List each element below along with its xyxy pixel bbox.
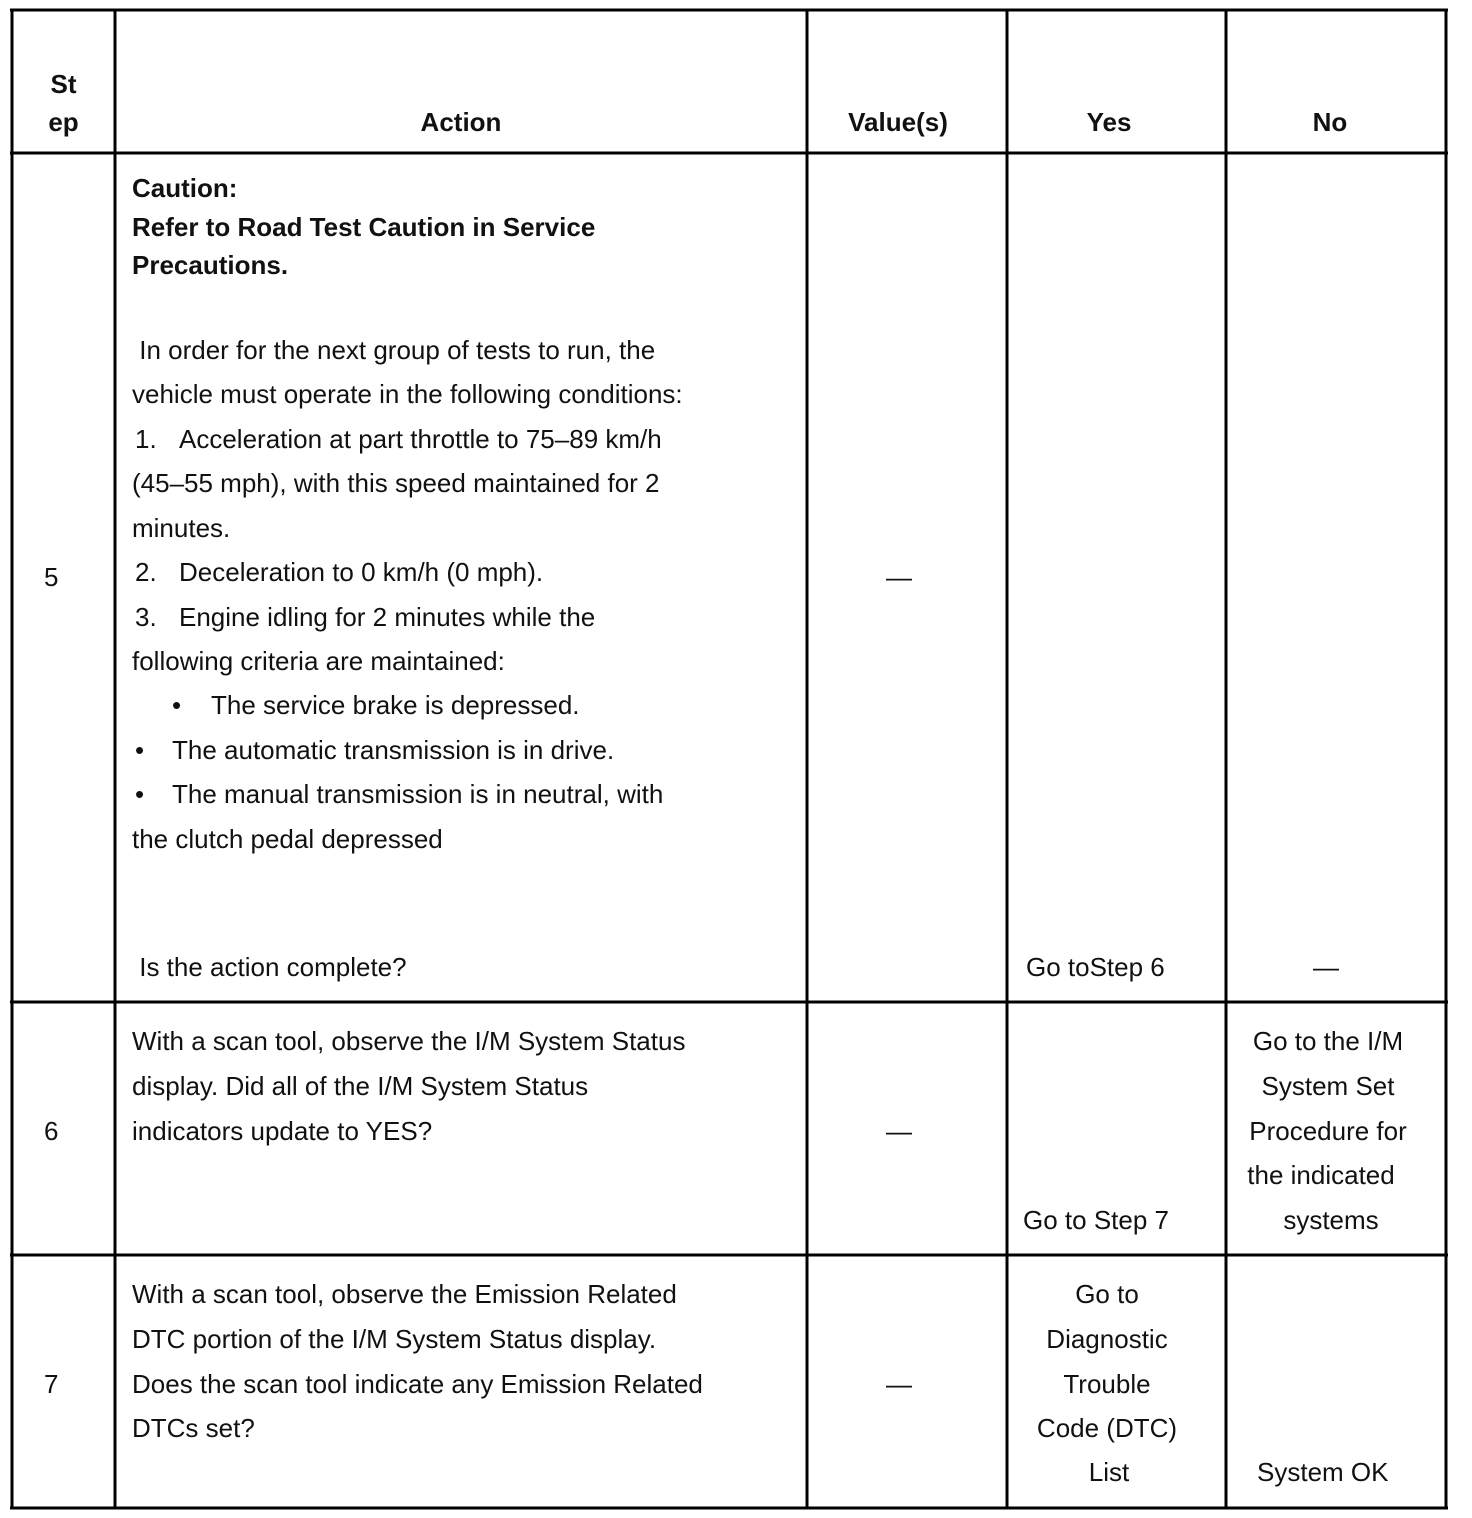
no-cell: —	[1313, 952, 1339, 982]
list-item-text: Engine idling for 2 minutes while the	[179, 602, 596, 632]
header-step-line2: ep	[48, 107, 79, 137]
header-values: Value(s)	[848, 107, 948, 137]
yes-cell-line: Trouble	[1063, 1369, 1151, 1399]
action-text-line: vehicle must operate in the following conditions:	[132, 379, 683, 409]
header-yes: Yes	[1086, 107, 1132, 137]
value-cell: —	[886, 1369, 912, 1399]
bullet-icon: •	[172, 690, 182, 720]
list-item-text: Acceleration at part throttle to 75–89 km/h	[179, 424, 662, 454]
bullet-item-text: The manual transmission is in neutral, with	[172, 779, 664, 809]
caution-text-line: Precautions.	[132, 250, 289, 280]
step-number: 5	[44, 562, 59, 592]
bullet-item-text: the clutch pedal depressed	[132, 824, 443, 854]
no-cell: System OK	[1257, 1457, 1389, 1487]
action-text-line: With a scan tool, observe the Emission Related	[132, 1279, 677, 1309]
list-number: 3.	[135, 602, 157, 632]
yes-cell: Go to Step 7	[1023, 1205, 1169, 1235]
bullet-icon: •	[135, 735, 145, 765]
list-item-text: Deceleration to 0 km/h (0 mph).	[179, 557, 544, 587]
action-text-line: In order for the next group of tests to run, the	[132, 335, 656, 365]
list-number: 2.	[135, 557, 157, 587]
no-cell-line: Procedure for	[1249, 1116, 1407, 1146]
no-cell-line: System Set	[1261, 1071, 1395, 1101]
value-cell: —	[886, 1116, 912, 1146]
action-text-line: DTCs set?	[132, 1413, 255, 1443]
action-text-line: DTC portion of the I/M System Status display.	[132, 1324, 657, 1354]
action-text-line: indicators update to YES?	[132, 1116, 433, 1146]
bullet-item-text: The service brake is depressed.	[211, 690, 580, 720]
header-step-line1: St	[50, 69, 77, 99]
header-action: Action	[420, 107, 502, 137]
no-cell-line: Go to the I/M	[1252, 1026, 1404, 1056]
action-text-line: Does the scan tool indicate any Emission Related	[132, 1369, 703, 1399]
value-cell: —	[886, 562, 912, 592]
yes-cell-line: Go to	[1075, 1279, 1139, 1309]
yes-cell-line: Diagnostic	[1046, 1324, 1168, 1354]
yes-cell-line: List	[1088, 1457, 1130, 1487]
action-question: Is the action complete?	[132, 952, 407, 982]
yes-cell: Go toStep 6	[1026, 952, 1165, 982]
list-item-text: following criteria are maintained:	[132, 646, 505, 676]
caution-text-line: Refer to Road Test Caution in Service	[132, 212, 596, 242]
action-text-line: With a scan tool, observe the I/M System Status	[132, 1026, 686, 1056]
bullet-item-text: The automatic transmission is in drive.	[172, 735, 615, 765]
no-cell-line: the indicated	[1247, 1160, 1395, 1190]
list-item-text: minutes.	[132, 513, 231, 543]
step-number: 6	[44, 1116, 59, 1146]
yes-cell-line: Code (DTC)	[1036, 1413, 1178, 1443]
no-cell-line: systems	[1283, 1205, 1379, 1235]
action-text-line: display. Did all of the I/M System Status	[132, 1071, 589, 1101]
bullet-icon: •	[135, 779, 145, 809]
step-number: 7	[44, 1369, 59, 1399]
caution-title: Caution:	[132, 173, 238, 203]
header-no: No	[1312, 107, 1348, 137]
list-number: 1.	[135, 424, 157, 454]
list-item-text: (45–55 mph), with this speed maintained for 2	[132, 468, 660, 498]
